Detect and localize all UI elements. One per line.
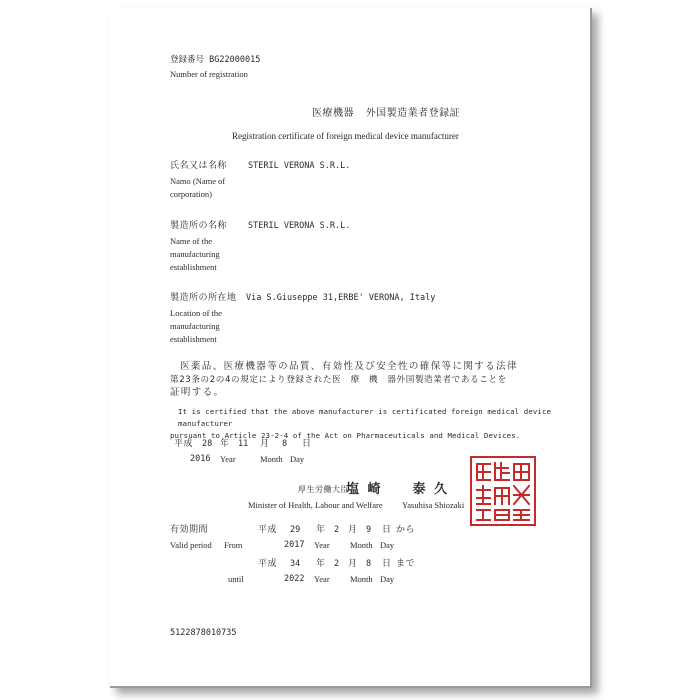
title-jp-part2: 外国製造業者登録証 xyxy=(365,108,461,119)
validity-from-era-year: 29 xyxy=(290,525,301,535)
validity-from-year: 2017 xyxy=(284,540,305,550)
establishment-label-en-line: manufacturing xyxy=(170,249,220,260)
issue-date-month-en: Month xyxy=(260,454,283,464)
issue-date-month-jp: 月 xyxy=(260,439,270,449)
validity-from-era: 平成 xyxy=(258,525,278,535)
issue-date-day-jp: 日 xyxy=(302,439,312,449)
certification-jp-line: 医薬品、医療機器等の品質、有効性及び安全性の確保等に関する法律 xyxy=(180,361,518,372)
establishment-value: STERIL VERONA S.R.L. xyxy=(248,221,351,231)
official-seal xyxy=(470,456,536,526)
establishment-label-en-line: Name of the xyxy=(170,236,213,246)
certification-en-line: pursuant to Article 23-2-4 of the Act on Pharmaceuticals and Medical Devices. xyxy=(170,431,521,441)
validity-until-word: まで xyxy=(396,559,416,569)
validity-until-year: 2022 xyxy=(284,574,305,584)
minister-name-en: Yasuhisa Shiozaki xyxy=(402,500,465,510)
validity-until-year-en: Year xyxy=(314,574,330,584)
validity-until-era: 平成 xyxy=(258,559,278,569)
establishment-label-jp: 製造所の名称 xyxy=(170,221,228,231)
minister-title-en: Minister of Health, Labour and Welfare xyxy=(248,500,383,510)
validity-from-day-en: Day xyxy=(380,540,395,550)
validity-until-month: 2 xyxy=(334,559,340,569)
name-label-en-line: corporation) xyxy=(170,189,213,200)
name-label-en xyxy=(170,175,225,201)
serial-number: 5122878010735 xyxy=(170,628,237,638)
validity-label-en: Valid period xyxy=(170,540,212,550)
location-label-en-line: establishment xyxy=(170,334,217,345)
issue-date-month: 11 xyxy=(238,439,249,449)
validity-until-month-en: Month xyxy=(350,574,373,584)
title-jp-part1: 医療機器 xyxy=(312,108,354,119)
validity-from-month: 2 xyxy=(334,525,340,535)
validity-from-year-jp: 年 xyxy=(316,525,326,535)
validity-until-day-en: Day xyxy=(380,574,395,584)
validity-from-en: From xyxy=(224,540,243,550)
validity-from-word: から xyxy=(396,525,416,535)
validity-until-year-jp: 年 xyxy=(316,559,326,569)
validity-from-day-jp: 日 xyxy=(382,525,392,535)
name-label-jp: 氏名又は名称 xyxy=(170,161,228,171)
location-label-en-line: manufacturing xyxy=(170,321,220,332)
issue-date-era-year: 28 xyxy=(202,439,213,449)
title-jp xyxy=(312,109,460,119)
location-label-jp: 製造所の所在地 xyxy=(170,293,237,303)
certification-jp xyxy=(170,360,518,400)
issue-date-day-en: Day xyxy=(290,454,305,464)
validity-label-jp: 有効期間 xyxy=(170,525,209,535)
validity-until-era-year: 34 xyxy=(290,559,301,569)
issue-date-day: 8 xyxy=(282,439,288,449)
validity-from-month-en: Month xyxy=(350,540,373,550)
issue-date-era: 平成 xyxy=(174,439,194,449)
validity-until-day: 8 xyxy=(366,559,372,569)
certification-en-line: It is certified that the above manufacturer is certificated foreign medical device manufacturer xyxy=(178,407,552,429)
certification-jp-line: 第23条の2の4の規定により登録された医 療 機 器外国製造業者であることを xyxy=(170,374,507,385)
location-label-en xyxy=(170,307,222,347)
location-label-en-line: Location of the xyxy=(170,308,222,318)
registration-label-en: Number of registration xyxy=(170,69,248,79)
establishment-label-en-line: establishment xyxy=(170,262,217,273)
validity-until-month-jp: 月 xyxy=(348,559,358,569)
issue-date-year: 2016 xyxy=(190,454,211,464)
registration-number-line xyxy=(170,56,260,65)
registration-label-jp: 登録番号 xyxy=(170,55,205,65)
certification-jp-line: 証明する。 xyxy=(170,387,225,399)
seal-graphic xyxy=(472,458,534,524)
registration-number: BG22000015 xyxy=(209,55,261,65)
name-label-en-line: Namo (Name of xyxy=(170,176,226,186)
minister-title-jp: 厚生労働大臣 xyxy=(298,485,349,494)
minister-name-jp: 塩 崎 泰 久 xyxy=(346,482,450,497)
issue-date-year-en: Year xyxy=(220,454,236,464)
certification-en xyxy=(170,406,590,443)
establishment-label-en xyxy=(170,235,220,275)
validity-from-day: 9 xyxy=(366,525,372,535)
validity-until-day-jp: 日 xyxy=(382,559,392,569)
validity-from-month-jp: 月 xyxy=(348,525,358,535)
location-value: Via S.Giuseppe 31,ERBE' VERONA, Italy xyxy=(246,293,436,303)
certificate-page xyxy=(110,8,592,688)
validity-from-year-en: Year xyxy=(314,540,330,550)
name-value: STERIL VERONA S.R.L. xyxy=(248,161,351,171)
issue-date-year-jp: 年 xyxy=(220,439,230,449)
title-en: Registration certificate of foreign medical device manufacturer xyxy=(232,131,459,141)
validity-until-en: until xyxy=(228,574,244,584)
